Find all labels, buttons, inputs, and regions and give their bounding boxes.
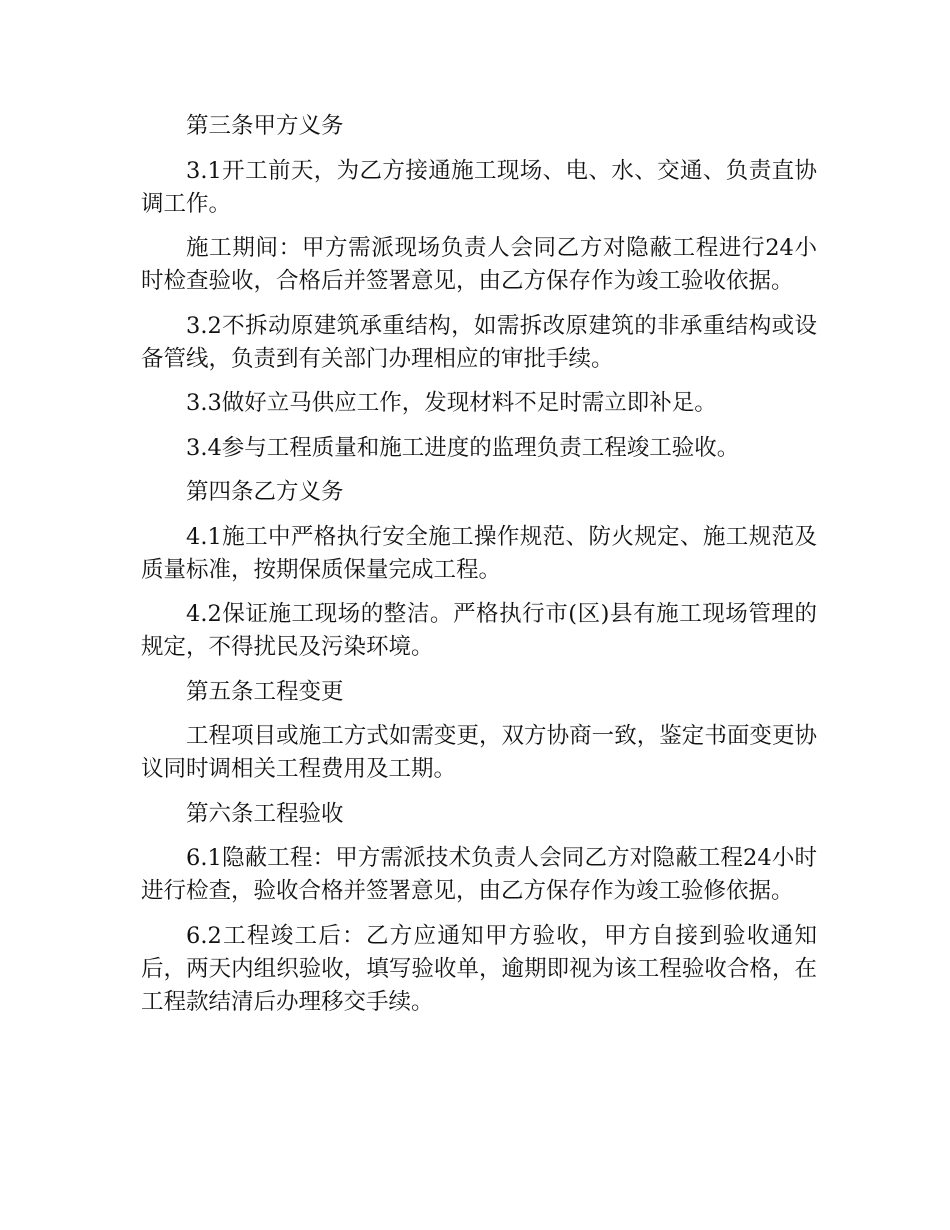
section-heading-5: 第五条工程变更 bbox=[186, 678, 344, 705]
clause-6-2: 6.2工程竣工后：乙方应通知甲方验收，甲方自接到验收通知后，两天内组织验收，填写验收单，逾期即视为该工程验收合格，在工程款结清后办理移交手续。 bbox=[141, 922, 817, 1015]
section-heading-4: 第四条乙方义务 bbox=[186, 479, 344, 505]
clause-change: 工程项目或施工方式如需变更，双方协商一致，鉴定书面变更协议同时调相关工程费用及工期。 bbox=[141, 723, 817, 782]
clause-4-2: 4.2保证施工现场的整洁。严格执行市(区)县有施工现场管理的规定，不得扰民及污染环境。 bbox=[141, 601, 817, 660]
clause-3-1: 3.1开工前天，为乙方接通施工现场、电、水、交通、负责直协调工作。 bbox=[141, 157, 817, 217]
clause-3-3: 3.3做好立马供应工作，发现材料不足时需立即补足。 bbox=[186, 390, 717, 416]
clause-3-4: 3.4参与工程质量和施工进度的监理负责工程竣工验收。 bbox=[186, 434, 740, 461]
clause-3-2: 3.2不拆动原建筑承重结构，如需拆改原建筑的非承重结构或设备管线，负责到有关部门办理相应的审批手续。 bbox=[141, 312, 817, 372]
section-heading-6: 第六条工程验收 bbox=[186, 800, 344, 827]
clause-construction-period: 施工期间：甲方需派现场负责人会同乙方对隐蔽工程进行24小时检查验收，合格后并签署意见，由乙方保存作为竣工验收依据。 bbox=[141, 235, 817, 294]
clause-6-1: 6.1隐蔽工程：甲方需派技术负责人会同乙方对隐蔽工程24小时进行检查，验收合格并签署意见，由乙方保存作为竣工验修依据。 bbox=[141, 845, 817, 904]
document-page bbox=[141, 110, 817, 1030]
section-heading-3: 第三条甲方义务 bbox=[186, 113, 344, 139]
clause-4-1: 4.1施工中严格执行安全施工操作规范、防火规定、施工规范及质量标准，按期保质保量完成工程。 bbox=[141, 523, 817, 583]
